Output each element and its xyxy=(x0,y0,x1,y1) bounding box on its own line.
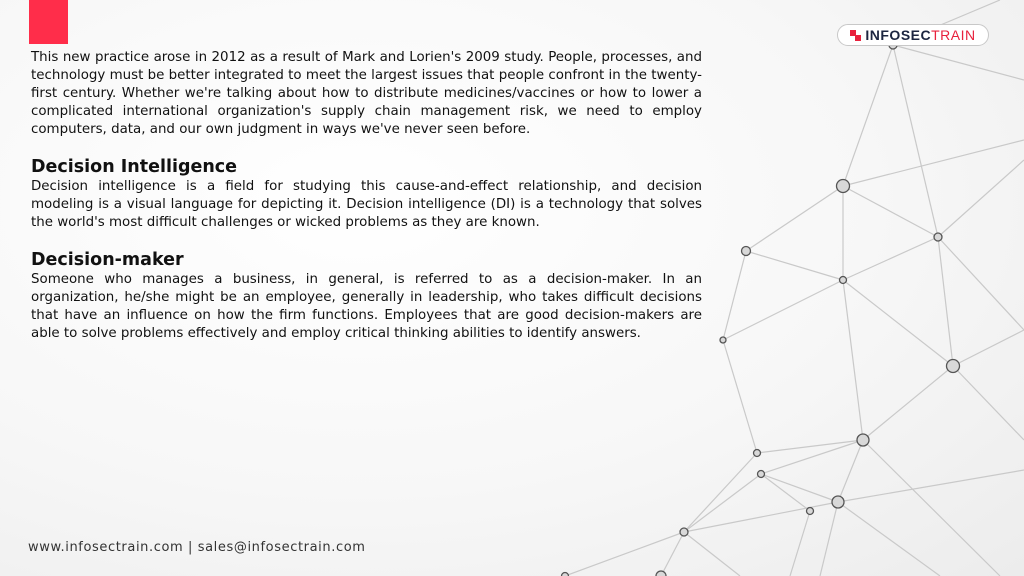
decision-maker-heading: Decision-maker xyxy=(31,250,184,270)
main-content xyxy=(31,49,702,343)
infosectrain-logo xyxy=(837,24,989,46)
logo-mark-icon xyxy=(850,30,861,41)
decision-intelligence-heading: Decision Intelligence xyxy=(31,157,238,177)
intro-paragraph: This new practice arose in 2012 as a result of Mark and Lorien's 2009 study. People, processes, and technology must be better integrated to meet the largest issues that people confront in the twenty-first century. Whether we're talking about how to distribute medicines/vaccines or how to lower a complicated international organization's supply chain management risk, we need to employ computers, data, and our own judgment in ways we've never seen before. xyxy=(31,50,702,137)
decision-intelligence-paragraph: Decision intelligence is a field for studying this cause-and-effect relationship, and decision modeling is a visual language for depicting it. Decision intelligence (DI) is a technology that solves the world's most difficult challenges or wicked problems as they are known. xyxy=(31,179,702,230)
decision-maker-paragraph: Someone who manages a business, in general, is referred to as a decision-maker. In an organization, he/she might be an employee, generally in leadership, who takes difficult decisions that have an influence on how the firm functions. Employees that are good decision-makers are able to solve problems effectively and employ critical thinking abilities to identify answers. xyxy=(31,272,702,341)
logo-text: INFOSECTRAIN xyxy=(865,27,976,43)
footer-contact: www.infosectrain.com | sales@infosectrain.com xyxy=(28,540,366,555)
